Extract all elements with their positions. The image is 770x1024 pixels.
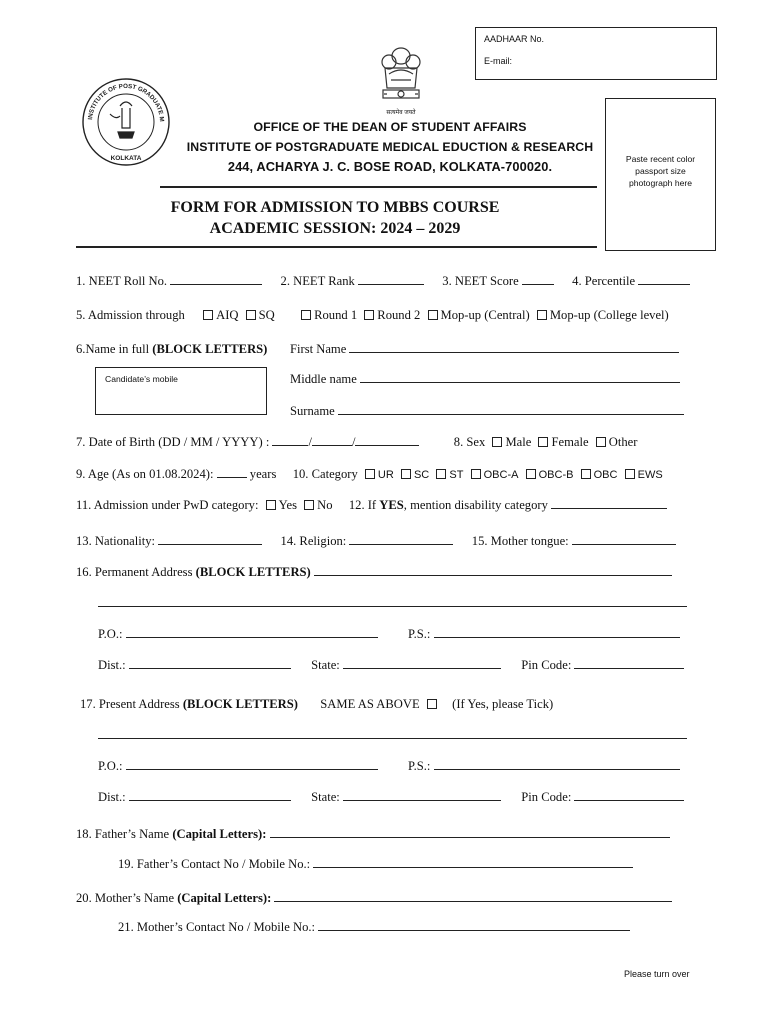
aadhaar-label: AADHAAR No. [484,34,545,44]
nationality-label: 13. Nationality: [76,534,156,548]
obcb-label: OBC-B [538,469,574,481]
mother-contact-field[interactable] [318,920,630,931]
row-nationality [76,534,676,549]
present-state-field[interactable] [343,790,501,801]
sc-checkbox[interactable] [401,469,411,479]
permanent-address-label: 16. Permanent Address [76,565,196,579]
pwd-no-checkbox[interactable] [304,500,314,510]
disability-field[interactable] [551,498,667,509]
row-father-name [76,827,670,842]
row-permanent-dist [98,658,684,673]
present-pin-label: Pin Code: [521,790,572,804]
permanent-dist-label: Dist.: [98,658,126,672]
seal-emblem-icon [80,76,172,168]
row-mother-contact [118,920,630,935]
st-checkbox[interactable] [436,469,446,479]
same-as-above-label: SAME AS ABOVE [320,697,420,711]
name-label: 6.Name in full [76,342,153,356]
st-label: ST [449,469,464,481]
aiq-label: AIQ [216,308,239,322]
pwd-label: 11. Admission under PwD category: [76,498,259,512]
aadhaar-email-box [475,27,717,80]
seal-bottom-text: KOLKATA [110,155,142,162]
percentile-label: 4. Percentile [572,274,636,288]
row-father-contact [118,857,633,872]
row-age-category [76,467,663,482]
ews-checkbox[interactable] [625,469,635,479]
present-address-label-bold: (BLOCK LETTERS) [182,697,298,711]
male-checkbox[interactable] [492,437,502,447]
disability-label-bold: YES [379,498,404,512]
mopup-central-checkbox[interactable] [428,310,438,320]
dob-sep-2: / [351,435,356,449]
present-po-field[interactable] [126,759,378,770]
mother-tongue-label: 15. Mother tongue: [471,534,569,548]
row-present-po-ps [98,759,680,774]
permanent-state-label: State: [311,658,340,672]
present-pin-field[interactable] [574,790,684,801]
permanent-po-label: P.O.: [98,627,123,641]
obcb-checkbox[interactable] [526,469,536,479]
photo-box [605,98,716,251]
father-name-label-bold: (Capital Letters): [172,827,267,841]
permanent-po-field[interactable] [126,627,378,638]
surname-label: Surname [290,404,335,418]
dob-dd-field[interactable] [272,435,308,446]
neet-roll-label: 1. NEET Roll No. [76,274,168,288]
middle-name-field[interactable] [360,372,680,383]
percentile-field[interactable] [638,274,690,285]
ur-checkbox[interactable] [365,469,375,479]
permanent-pin-label: Pin Code: [521,658,572,672]
present-address-field[interactable] [98,738,687,739]
row-permanent-po-ps [98,627,680,642]
neet-score-label: 3. NEET Score [442,274,519,288]
other-checkbox[interactable] [596,437,606,447]
sex-label: 8. Sex [453,435,486,449]
female-label: Female [551,435,589,449]
same-as-above-hint: (If Yes, please Tick) [452,697,554,711]
seal-arc-text: INSTITUTE OF POST GRADUATE M [87,82,166,122]
father-name-field[interactable] [270,827,670,838]
nationality-field[interactable] [158,534,262,545]
permanent-address-label-bold: (BLOCK LETTERS) [195,565,311,579]
name-label-bold: (BLOCK LETTERS) [152,342,268,356]
candidate-mobile-box[interactable] [95,367,267,415]
academic-session: ACADEMIC SESSION: 2024 – 2029 [209,220,461,237]
years-label: years [249,467,277,481]
present-state-label: State: [311,790,340,804]
permanent-ps-field[interactable] [434,627,680,638]
father-contact-label: 19. Father’s Contact No / Mobile No.: [118,857,311,871]
present-po-label: P.O.: [98,759,123,773]
surname-field[interactable] [338,404,684,415]
email-label: E-mail: [484,56,513,66]
mother-name-label-bold: (Capital Letters): [177,891,272,905]
neet-rank-field[interactable] [358,274,424,285]
ur-label: UR [377,469,394,481]
row-middle-name [290,372,680,387]
permanent-address-field-2[interactable] [98,606,687,607]
header-divider [160,186,597,188]
dob-mm-field[interactable] [312,435,352,446]
institute-seal [80,76,172,168]
disability-label-pre: 12. If [348,498,380,512]
round1-label: Round 1 [314,308,358,322]
mother-tongue-field[interactable] [572,534,676,545]
category-label: 10. Category [292,467,358,481]
dob-yyyy-field[interactable] [355,435,419,446]
header-office: OFFICE OF THE DEAN OF STUDENT AFFAIRS [253,120,527,134]
row-first-name [290,342,679,357]
mother-name-label: 20. Mother’s Name [76,891,178,905]
male-label: Male [505,435,532,449]
dob-sep-1: / [308,435,312,449]
emblem-caption: सत्यमेव जयते [386,110,416,116]
sq-label: SQ [258,308,275,322]
same-as-above-checkbox[interactable] [427,699,437,709]
neet-rank-label: 2. NEET Rank [280,274,355,288]
permanent-ps-label: P.S.: [407,627,431,641]
permanent-state-field[interactable] [343,658,501,669]
aiq-checkbox[interactable] [203,310,213,320]
female-checkbox[interactable] [538,437,548,447]
mother-contact-label: 21. Mother’s Contact No / Mobile No.: [118,920,316,934]
other-label: Other [608,435,638,449]
middle-name-label: Middle name [290,372,357,386]
religion-label: 14. Religion: [280,534,347,548]
obca-checkbox[interactable] [471,469,481,479]
row-neet [76,274,690,289]
round1-checkbox[interactable] [301,310,311,320]
obca-label: OBC-A [483,469,519,481]
obc-label: OBC [593,469,618,481]
religion-field[interactable] [349,534,453,545]
row-present-address [80,697,553,712]
row-mother-name [76,891,672,906]
mopup-college-label: Mop-up (College level) [549,308,669,322]
mother-name-field[interactable] [274,891,672,902]
round2-checkbox[interactable] [364,310,374,320]
photo-text-1: Paste recent color [625,154,696,164]
row-permanent-address [76,565,672,580]
sc-label: SC [413,469,430,481]
row-present-dist [98,790,684,805]
first-name-field[interactable] [349,342,679,353]
row-dob-sex [76,435,637,450]
age-field[interactable] [217,467,247,478]
father-name-label: 18. Father’s Name [76,827,173,841]
obc-checkbox[interactable] [581,469,591,479]
lion-capital-icon [377,44,425,108]
photo-text-2: passport size [635,166,686,176]
present-dist-field[interactable] [129,790,291,801]
pwd-no-label: No [317,498,333,512]
dob-label: 7. Date of Birth (DD / MM / YYYY) : [76,435,270,449]
row-pwd [76,498,667,513]
neet-score-field[interactable] [522,274,554,285]
mopup-college-checkbox[interactable] [537,310,547,320]
first-name-label: First Name [290,342,347,356]
sq-checkbox[interactable] [246,310,256,320]
pwd-yes-label: Yes [278,498,297,512]
header-address: 244, ACHARYA J. C. BOSE ROAD, KOLKATA-700020. [227,159,553,174]
pwd-yes-checkbox[interactable] [266,500,276,510]
form-title: FORM FOR ADMISSION TO MBBS COURSE [170,199,500,216]
row-surname [290,404,684,419]
disability-label-post: , mention disability category [403,498,548,512]
present-dist-label: Dist.: [98,790,126,804]
row-admission-through [76,308,669,323]
permanent-dist-field[interactable] [129,658,291,669]
header-institute: INSTITUTE OF POSTGRADUATE MEDICAL EDUCTION & RESEARCH [186,140,594,154]
round2-label: Round 2 [377,308,421,322]
title-divider [76,246,597,248]
ews-label: EWS [637,469,663,481]
permanent-pin-field[interactable] [574,658,684,669]
photo-text-3: photograph here [628,178,693,188]
age-label: 9. Age (As on 01.08.2024): [76,467,214,481]
permanent-address-field-1[interactable] [314,565,672,576]
candidate-mobile-label: Candidate’s mobile [105,374,178,384]
present-ps-field[interactable] [434,759,680,770]
national-emblem [377,44,425,116]
father-contact-field[interactable] [313,857,633,868]
mopup-central-label: Mop-up (Central) [440,308,530,322]
admission-through-label: 5. Admission through [76,308,185,322]
present-ps-label: P.S.: [407,759,431,773]
neet-roll-field[interactable] [170,274,262,285]
please-turn-over: Please turn over [624,969,690,979]
row-name-label [76,342,267,357]
present-address-label: 17. Present Address [80,697,183,711]
